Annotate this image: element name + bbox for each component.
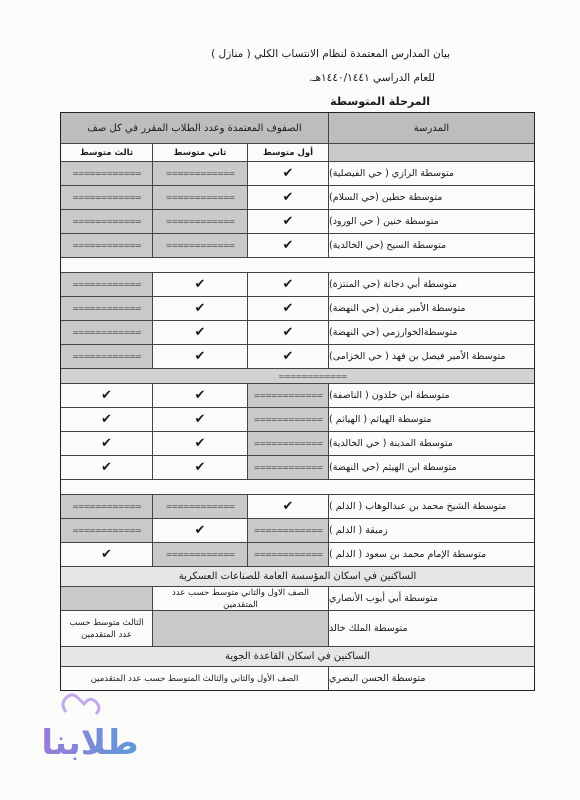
dash-mark: ============ bbox=[72, 280, 141, 289]
dash-mark: ============ bbox=[253, 526, 323, 535]
dash-mark: ============ bbox=[253, 391, 323, 400]
check-icon: ✔ bbox=[194, 277, 206, 292]
stage-heading: المرحلة المتوسطة bbox=[330, 95, 430, 108]
grade1-cell bbox=[247, 345, 328, 368]
table-row bbox=[61, 320, 534, 344]
grade2-cell bbox=[152, 408, 247, 431]
school-header-spacer bbox=[328, 144, 534, 161]
school-name: متوسطة حطين (حي السلام) bbox=[328, 186, 534, 209]
grade1-cell bbox=[247, 384, 328, 407]
grade2-cell bbox=[152, 345, 247, 368]
dash-mark: ============ bbox=[165, 169, 235, 178]
grade3-cell bbox=[61, 408, 152, 431]
separator-row bbox=[61, 479, 534, 494]
table-row bbox=[61, 344, 534, 368]
grade3-cell bbox=[61, 519, 152, 542]
grade2-cell bbox=[152, 210, 247, 233]
grade3-cell bbox=[61, 321, 152, 344]
table-row bbox=[61, 518, 534, 542]
table-row bbox=[61, 542, 534, 566]
dash-mark: ============ bbox=[72, 502, 141, 511]
grade1-cell bbox=[247, 273, 328, 296]
grade1-cell bbox=[247, 543, 328, 566]
table-row bbox=[61, 431, 534, 455]
table-row bbox=[61, 185, 534, 209]
grade2-cell bbox=[152, 519, 247, 542]
separator bbox=[61, 369, 534, 383]
logo-text: طلابنا bbox=[41, 723, 139, 763]
separator-row bbox=[61, 257, 534, 272]
check-icon: ✔ bbox=[282, 190, 294, 205]
table-row bbox=[61, 610, 534, 646]
dash-mark: ============ bbox=[72, 352, 141, 361]
grade2-cell bbox=[152, 432, 247, 455]
table-row bbox=[61, 455, 534, 479]
check-icon: ✔ bbox=[194, 301, 206, 316]
grade3-cell bbox=[61, 297, 152, 320]
dash-mark: ============ bbox=[72, 526, 141, 535]
table-row bbox=[61, 296, 534, 320]
grade2-cell bbox=[152, 162, 247, 185]
check-icon: ✔ bbox=[282, 277, 294, 292]
grade3-cell bbox=[61, 273, 152, 296]
school-name: متوسطة الإمام محمد بن سعود ( الدلم ) bbox=[328, 543, 534, 566]
grade3-cell bbox=[61, 345, 152, 368]
dash-mark: ============ bbox=[72, 304, 141, 313]
school-name: متوسطة أبي دجانة (حي المنتزة) bbox=[328, 273, 534, 296]
school-column-header: المدرسة bbox=[328, 113, 534, 143]
dash-mark: ============ bbox=[165, 193, 235, 202]
grade2-header: ثاني متوسط bbox=[152, 144, 247, 161]
dash-mark: ============ bbox=[165, 217, 235, 226]
check-icon: ✔ bbox=[101, 412, 112, 427]
dash-mark: ============ bbox=[253, 415, 323, 424]
banner-row bbox=[61, 646, 534, 666]
check-icon: ✔ bbox=[194, 523, 206, 538]
table-row bbox=[61, 383, 534, 407]
dash-mark: ============ bbox=[72, 328, 141, 337]
grade3-header: ثالث متوسط bbox=[79, 147, 134, 158]
check-icon: ✔ bbox=[282, 499, 294, 514]
document-title: بيان المدارس المعتمدة لنظام الانتساب الكلي ( منازل ) bbox=[211, 48, 450, 60]
grades-note: الصف الأول والثاني والثالث المتوسط حسب عدد المتقدمين bbox=[90, 673, 299, 684]
grades-note: الصف الاول والثاني متوسط حسب عدد المتقدمين bbox=[152, 587, 328, 610]
grade3-cell bbox=[61, 186, 152, 209]
check-icon: ✔ bbox=[101, 388, 112, 403]
separator-row bbox=[61, 368, 534, 383]
grade3-cell bbox=[61, 210, 152, 233]
check-icon: ✔ bbox=[194, 388, 206, 403]
grade3-cell bbox=[61, 384, 152, 407]
school-name: متوسطة ابن الهيثم (حي النهضة) bbox=[328, 456, 534, 479]
grade1-cell bbox=[247, 456, 328, 479]
dash-mark: ============ bbox=[165, 241, 235, 250]
grade1-cell bbox=[247, 162, 328, 185]
school-name: متوسطة الأمير مقرن (حي النهضة) bbox=[328, 297, 534, 320]
grade2-cell bbox=[152, 321, 247, 344]
housing-banner-airbase: الساكنين في اسكان القاعدة الجوية bbox=[61, 647, 534, 666]
table-row bbox=[61, 233, 534, 257]
grade2-cell bbox=[152, 234, 247, 257]
school-name: متوسطة ابن خلدون ( الناصفة) bbox=[328, 384, 534, 407]
grades-group-header: الصفوف المعتمدة وعدد الطلاب المقرر في كل صف bbox=[61, 113, 328, 143]
grade2-cell bbox=[152, 384, 247, 407]
dash-mark: ============ bbox=[72, 217, 141, 226]
check-icon: ✔ bbox=[101, 436, 112, 451]
grade2-cell bbox=[152, 297, 247, 320]
grade1-cell bbox=[247, 519, 328, 542]
check-icon: ✔ bbox=[282, 349, 294, 364]
check-icon: ✔ bbox=[194, 325, 206, 340]
dash-mark: ============ bbox=[253, 439, 323, 448]
grade2-cell bbox=[152, 456, 247, 479]
grade2-cell bbox=[152, 543, 247, 566]
grade3-cell bbox=[61, 234, 152, 257]
check-icon: ✔ bbox=[101, 547, 112, 562]
check-icon: ✔ bbox=[194, 349, 206, 364]
table-row bbox=[61, 494, 534, 518]
table-row bbox=[61, 666, 534, 690]
check-icon: ✔ bbox=[282, 325, 294, 340]
grade1-cell bbox=[247, 297, 328, 320]
grade1-header: أول متوسط bbox=[247, 144, 328, 161]
check-icon: ✔ bbox=[194, 412, 206, 427]
check-icon: ✔ bbox=[101, 460, 112, 475]
dash-mark: ============ bbox=[72, 241, 141, 250]
schools-table bbox=[60, 112, 535, 691]
table-row bbox=[61, 161, 534, 185]
separator bbox=[61, 258, 534, 272]
grade1-cell bbox=[247, 495, 328, 518]
school-name: متوسطة المدينة ( حي الخالدية) bbox=[328, 432, 534, 455]
dash-mark: ============ bbox=[253, 550, 323, 559]
grade1-cell bbox=[247, 186, 328, 209]
grades-note: الثالث متوسط حسب عدد المتقدمين bbox=[69, 617, 144, 640]
school-name: متوسطة الشيخ محمد بن عبدالوهاب ( الدلم ) bbox=[328, 495, 534, 518]
grade2-cell bbox=[152, 273, 247, 296]
school-name: متوسطةالخوارزمي (حي النهضة) bbox=[328, 321, 534, 344]
check-icon: ✔ bbox=[282, 238, 294, 253]
table-row bbox=[61, 407, 534, 431]
grade3-cell bbox=[61, 456, 152, 479]
school-name: متوسطة الأمير فيصل بن فهد ( حي الخزامى) bbox=[328, 345, 534, 368]
grade3-cell bbox=[61, 495, 152, 518]
school-name: متوسطة السيح (حي الخالدية) bbox=[328, 234, 534, 257]
school-name: متوسطة أبي أيوب الأنصاري bbox=[328, 587, 534, 610]
table-row bbox=[61, 586, 534, 610]
grade1-cell bbox=[247, 321, 328, 344]
grade3-cell bbox=[61, 162, 152, 185]
school-name: متوسطة حنين ( حي الورود) bbox=[328, 210, 534, 233]
school-name: متوسطة الرازي ( حي الفيصلية) bbox=[328, 162, 534, 185]
check-icon: ✔ bbox=[282, 301, 294, 316]
dash-mark: ============ bbox=[72, 193, 141, 202]
grade1-cell bbox=[247, 234, 328, 257]
school-name: زميقة ( الدلم ) bbox=[328, 519, 534, 542]
check-icon: ✔ bbox=[194, 436, 206, 451]
academic-year: للعام الدراسي ١٤٤٠/١٤٤١هـ. bbox=[309, 72, 435, 84]
grade3-cell bbox=[61, 587, 152, 610]
dash-mark: ============ bbox=[165, 502, 235, 511]
separator bbox=[61, 480, 534, 494]
school-name: متوسطة الهياثم ( الهياثم ) bbox=[328, 408, 534, 431]
table-row bbox=[61, 209, 534, 233]
grade3-cell bbox=[61, 543, 152, 566]
table-row bbox=[61, 272, 534, 296]
dash-mark: ============ bbox=[278, 371, 347, 381]
grade2-cell bbox=[152, 186, 247, 209]
housing-banner-military: الساكنين في اسكان المؤسسة العامة للصناعات العسكرية bbox=[61, 567, 534, 586]
dash-mark: ============ bbox=[72, 169, 141, 178]
banner-row bbox=[61, 566, 534, 586]
dash-mark: ============ bbox=[165, 550, 235, 559]
check-icon: ✔ bbox=[282, 214, 294, 229]
grade1-cell bbox=[247, 210, 328, 233]
table-header-row bbox=[61, 113, 534, 143]
grade2-cell bbox=[152, 495, 247, 518]
check-icon: ✔ bbox=[194, 460, 206, 475]
grade1-cell bbox=[247, 432, 328, 455]
check-icon: ✔ bbox=[282, 166, 294, 181]
grade1-cell bbox=[247, 408, 328, 431]
grade12-cell bbox=[152, 611, 328, 646]
dash-mark: ============ bbox=[253, 463, 323, 472]
grade-header-row bbox=[61, 143, 534, 161]
school-name: متوسطة الملك خالد bbox=[328, 611, 534, 646]
school-name: متوسطة الحسن البصري bbox=[328, 667, 534, 690]
grade3-cell bbox=[61, 432, 152, 455]
talabna-logo bbox=[18, 692, 158, 772]
